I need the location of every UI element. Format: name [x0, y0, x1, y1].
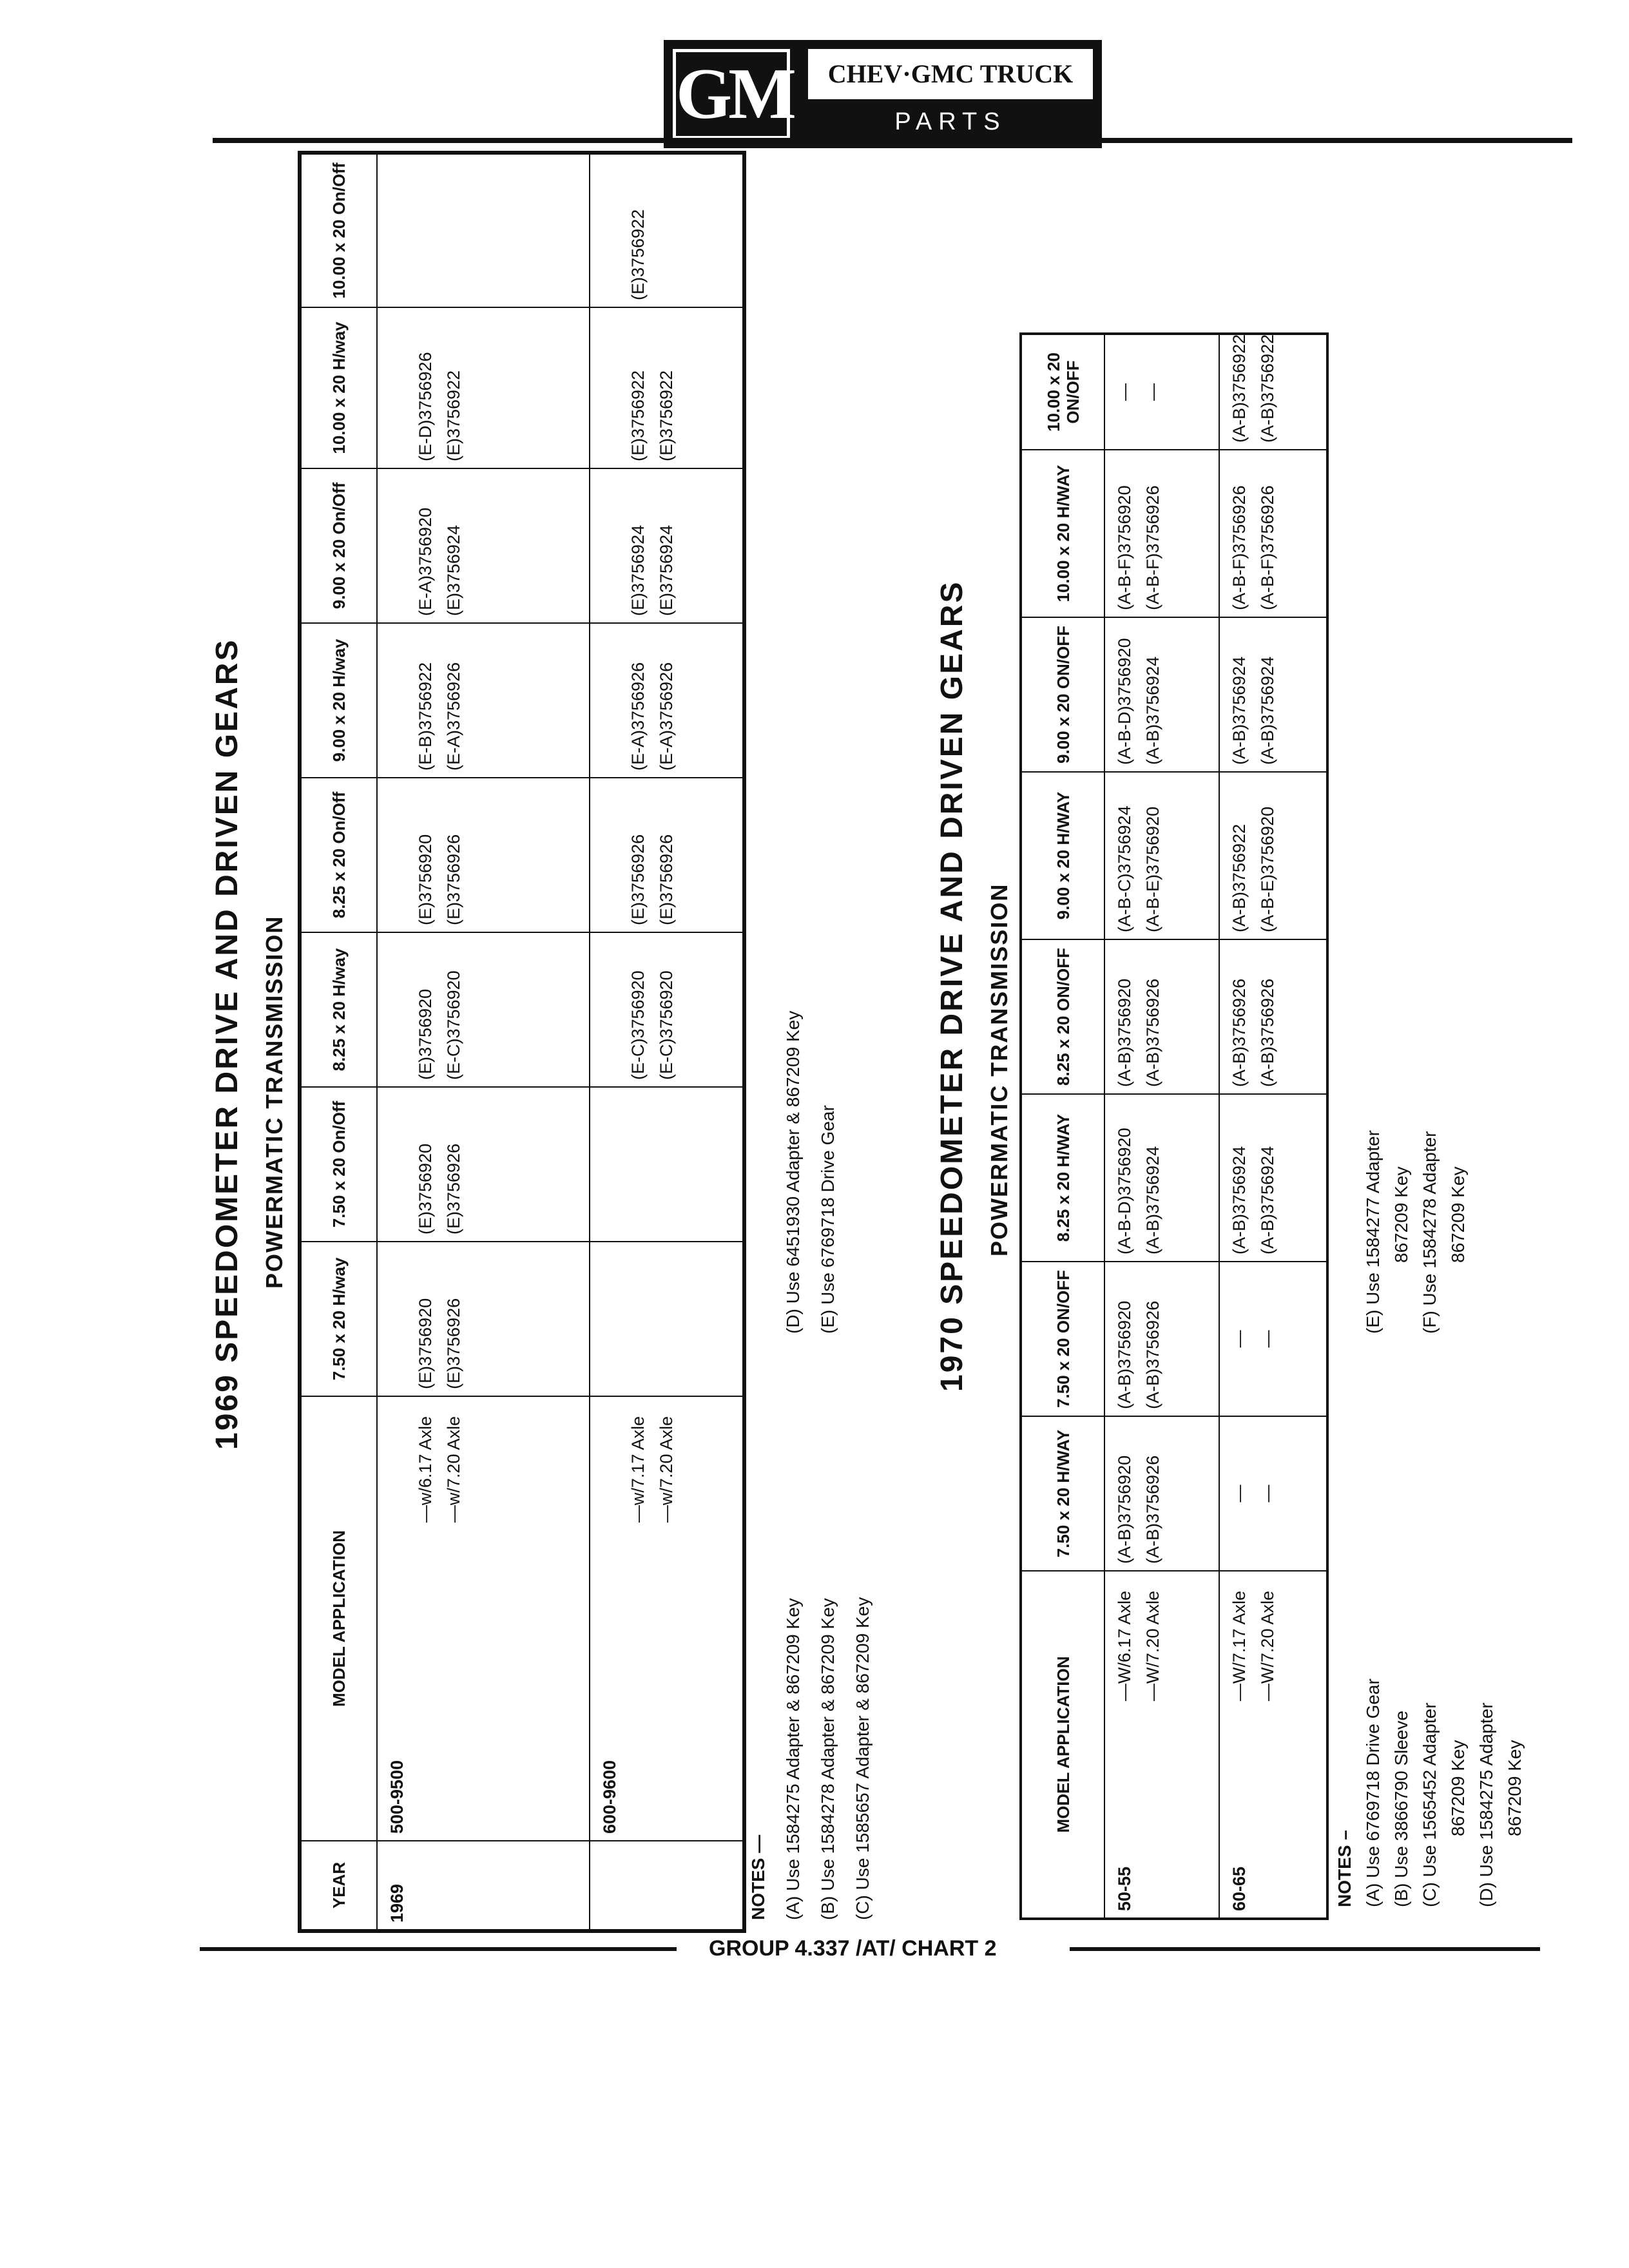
- col-900-onoff: 9.00 x 20 ON/OFF: [1021, 617, 1104, 772]
- table-row: [590, 153, 744, 1931]
- axle-label: —w/7.20 Axle: [444, 1416, 463, 1523]
- table-1970: [1019, 332, 1329, 1920]
- part-cell: (A-B-F)3756926 (A-B-F)3756926: [1219, 450, 1327, 617]
- part-cell: (E)3756926 (E)3756926: [590, 778, 744, 932]
- title-1970: 1970 SPEEDOMETER DRIVE AND DRIVEN GEARS: [935, 580, 969, 1392]
- col-750-onoff: 7.50 x 20 ON/OFF: [1021, 1262, 1104, 1416]
- part-cell: (E)3756922: [590, 153, 744, 307]
- col-model-application: MODEL APPLICATION: [1021, 1571, 1104, 1919]
- col-1000-onoff: 10.00 x 20 ON/OFF: [1021, 334, 1104, 450]
- catalogue-label: PARTS CATALOGUE: [847, 108, 1054, 175]
- part-cell: (A-B)3756920 (A-B)3756926: [1104, 939, 1219, 1094]
- col-900-hway: 9.00 x 20 H/WAY: [1021, 772, 1104, 939]
- note-item: (E) Use 6769718 Drive Gear: [818, 1105, 838, 1334]
- col-model-application: MODEL APPLICATION: [300, 1396, 377, 1841]
- subtitle-1969: POWERMATIC TRANSMISSION: [261, 915, 287, 1289]
- brand-label: CHEV·GMC TRUCK: [808, 49, 1093, 99]
- axle-label: —W/7.17 Axle: [1229, 1591, 1249, 1702]
- part-cell: (A-B-D)3756920 (A-B)3756924: [1104, 617, 1219, 772]
- axle-label: —w/6.17 Axle: [416, 1416, 435, 1523]
- part-cell: (A-B)3756924 (A-B)3756924: [1219, 617, 1327, 772]
- col-1000-hway: 10.00 x 20 H/WAY: [1021, 450, 1104, 617]
- col-825-onoff: 8.25 x 20 ON/OFF: [1021, 939, 1104, 1094]
- note-item: (F) Use 1584278 Adapter: [1420, 1131, 1440, 1334]
- subtitle-1970: POWERMATIC TRANSMISSION: [986, 883, 1012, 1256]
- table-1969: [298, 151, 746, 1933]
- notes-1970-right: [1359, 1130, 1472, 1334]
- footer-rule-left: [200, 1947, 677, 1951]
- part-cell: (A-B)3756922 (A-B-E)3756920: [1219, 772, 1327, 939]
- part-cell: (E-A)3756920 (E)3756924: [377, 468, 590, 623]
- part-cell: (A-B)3756922 (A-B)3756922: [1219, 334, 1327, 450]
- table-row: [377, 153, 590, 1931]
- part-cell: (A-B)3756924 (A-B)3756924: [1219, 1094, 1327, 1262]
- part-cell: — —: [1219, 1416, 1327, 1571]
- part-cell: [377, 153, 590, 307]
- col-year: YEAR: [300, 1841, 377, 1931]
- axle-label: —W/6.17 Axle: [1115, 1591, 1134, 1702]
- model-cell: 50-55 —W/6.17 Axle —W/7.20 Axle: [1104, 1571, 1219, 1919]
- note-item: (B) Use 3866790 Sleeve: [1391, 1710, 1411, 1907]
- part-cell: (A-B)3756926 (A-B)3756926: [1219, 939, 1327, 1094]
- part-cell: (E)3756920 (E)3756926: [377, 778, 590, 932]
- part-cell: — —: [1219, 1262, 1327, 1416]
- note-item: (D) Use 6451930 Adapter & 867209 Key: [783, 1010, 803, 1334]
- col-750-hway: 7.50 x 20 H/WAY: [1021, 1416, 1104, 1571]
- col-825-onoff: 8.25 x 20 On/Off: [300, 778, 377, 932]
- notes-1969-left: NOTES — (A) Use 1584275 Adapter & 867209 Key (B) Use 1584278 Adapter & 867209 Key (C) Use 1585657 Adapter & 867209 Key: [741, 1597, 880, 1920]
- axle-label: —W/7.20 Axle: [1143, 1591, 1162, 1702]
- year-cell: 1969: [377, 1841, 590, 1931]
- note-item: 867209 Key: [1505, 1740, 1525, 1836]
- page-footer: GROUP 4.337 /AT/ CHART 2: [709, 1936, 997, 1961]
- part-cell: (A-B-D)3756920 (A-B)3756924: [1104, 1094, 1219, 1262]
- table-row: [1219, 334, 1327, 1919]
- model-cell: 600-9600 —w/7.17 Axle —w/7.20 Axle: [590, 1396, 744, 1841]
- part-cell: (E-A)3756926 (E-A)3756926: [590, 623, 744, 778]
- part-cell: (E)3756920 (E)3756926: [377, 1242, 590, 1396]
- model-cell: 500-9500 —w/6.17 Axle —w/7.20 Axle: [377, 1396, 590, 1841]
- col-900-hway: 9.00 x 20 H/way: [300, 623, 377, 778]
- part-cell: (A-B)3756920 (A-B)3756926: [1104, 1262, 1219, 1416]
- axle-label: —w/7.20 Axle: [657, 1416, 676, 1523]
- part-cell: (E)3756920 (E)3756926: [377, 1087, 590, 1242]
- col-1000-hway: 10.00 x 20 H/way: [300, 307, 377, 468]
- header-row: [300, 153, 377, 1931]
- part-cell: (E-C)3756920 (E-C)3756920: [590, 932, 744, 1087]
- axle-label: —w/7.17 Axle: [628, 1416, 648, 1523]
- note-item: 867209 Key: [1448, 1740, 1468, 1836]
- note-item: (C) Use 1585657 Adapter & 867209 Key: [853, 1597, 872, 1920]
- note-item: (C) Use 1565452 Adapter: [1420, 1702, 1440, 1907]
- part-cell: — —: [1104, 334, 1219, 450]
- note-item: 867209 Key: [1448, 1166, 1468, 1263]
- note-item: (D) Use 1584275 Adapter: [1476, 1702, 1496, 1907]
- col-750-onoff: 7.50 x 20 On/Off: [300, 1087, 377, 1242]
- note-item: 867209 Key: [1391, 1166, 1411, 1263]
- gm-logo: GM: [664, 40, 799, 148]
- part-cell: (A-B)3756920 (A-B)3756926: [1104, 1416, 1219, 1571]
- note-item: (A) Use 1584275 Adapter & 867209 Key: [783, 1598, 803, 1920]
- part-cell: (E-B)3756922 (E-A)3756926: [377, 623, 590, 778]
- axle-label: —W/7.20 Axle: [1258, 1591, 1278, 1702]
- note-item: (B) Use 1584278 Adapter & 867209 Key: [818, 1598, 838, 1920]
- part-cell: (A-B-F)3756920 (A-B-F)3756926: [1104, 450, 1219, 617]
- col-825-hway: 8.25 x 20 H/WAY: [1021, 1094, 1104, 1262]
- part-cell: (E)3756920 (E-C)3756920: [377, 932, 590, 1087]
- col-750-hway: 7.50 x 20 H/way: [300, 1242, 377, 1396]
- part-cell: [590, 1242, 744, 1396]
- col-825-hway: 8.25 x 20 H/way: [300, 932, 377, 1087]
- notes-1970-left: NOTES – (A) Use 6769718 Drive Gear (B) Use 3866790 Sleeve (C) Use 1565452 Adapter 867209 Key (D) Use 1584275 Adapter 867209 Key: [1331, 1678, 1529, 1907]
- footer-rule-right: [1070, 1947, 1540, 1951]
- note-item: (A) Use 6769718 Drive Gear: [1363, 1678, 1383, 1907]
- year-cell: [590, 1841, 744, 1931]
- table-row: [1104, 334, 1219, 1919]
- header-row: [1021, 334, 1104, 1919]
- notes-1969-right: [776, 1011, 845, 1334]
- model-cell: 60-65 —W/7.17 Axle —W/7.20 Axle: [1219, 1571, 1327, 1919]
- part-cell: (E)3756922 (E)3756922: [590, 307, 744, 468]
- col-900-onoff: 9.00 x 20 On/Off: [300, 468, 377, 623]
- title-1969: 1969 SPEEDOMETER DRIVE AND DRIVEN GEARS: [210, 638, 244, 1450]
- part-cell: (E-D)3756926 (E)3756922: [377, 307, 590, 468]
- col-1000-onoff: 10.00 x 20 On/Off: [300, 153, 377, 307]
- part-cell: (E)3756924 (E)3756924: [590, 468, 744, 623]
- note-item: (E) Use 1584277 Adapter: [1363, 1130, 1383, 1334]
- part-cell: [590, 1087, 744, 1242]
- part-cell: (A-B-C)3756924 (A-B-E)3756920: [1104, 772, 1219, 939]
